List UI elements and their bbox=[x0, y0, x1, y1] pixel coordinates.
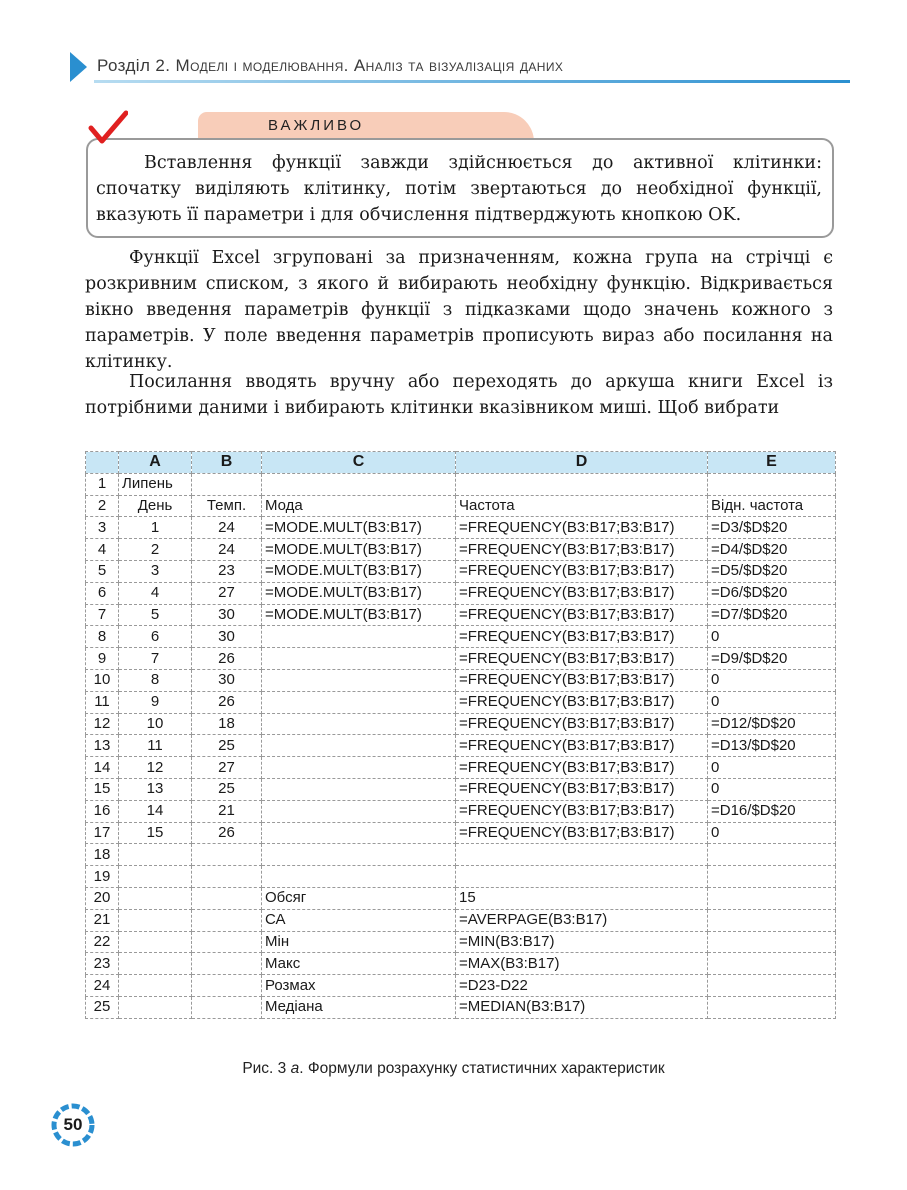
table-row bbox=[86, 648, 836, 670]
table-row bbox=[86, 604, 836, 626]
cell-b4: 24 bbox=[192, 539, 262, 561]
cell-d22: =MIN(B3:B17) bbox=[456, 931, 708, 953]
table-row bbox=[86, 735, 836, 757]
cell-c11 bbox=[262, 691, 456, 713]
cell-e18 bbox=[708, 844, 836, 866]
row-number: 25 bbox=[86, 996, 119, 1018]
cell-d25: =MEDIAN(B3:B17) bbox=[456, 996, 708, 1018]
cell-b11: 26 bbox=[192, 691, 262, 713]
cell-b13: 25 bbox=[192, 735, 262, 757]
cell-a3: 1 bbox=[119, 517, 192, 539]
cell-e13: =D13/$D$20 bbox=[708, 735, 836, 757]
cell-d12: =FREQUENCY(B3:B17;B3:B17) bbox=[456, 713, 708, 735]
table-row bbox=[86, 909, 836, 931]
cell-e3: =D3/$D$20 bbox=[708, 517, 836, 539]
row-number: 22 bbox=[86, 931, 119, 953]
cell-a16: 14 bbox=[119, 800, 192, 822]
cell-d21: =AVERPAGE(B3:B17) bbox=[456, 909, 708, 931]
cell-a1: Липень bbox=[119, 473, 192, 495]
cell-a23 bbox=[119, 953, 192, 975]
cell-d23: =MAX(B3:B17) bbox=[456, 953, 708, 975]
cell-d9: =FREQUENCY(B3:B17;B3:B17) bbox=[456, 648, 708, 670]
cell-d10: =FREQUENCY(B3:B17;B3:B17) bbox=[456, 669, 708, 691]
header-rule bbox=[94, 80, 850, 83]
column-header-e: E bbox=[708, 452, 836, 474]
column-header-d: D bbox=[456, 452, 708, 474]
column-header-a: A bbox=[119, 452, 192, 474]
cell-b1 bbox=[192, 473, 262, 495]
cell-d14: =FREQUENCY(B3:B17;B3:B17) bbox=[456, 757, 708, 779]
row-number: 12 bbox=[86, 713, 119, 735]
cell-c16 bbox=[262, 800, 456, 822]
important-note bbox=[86, 108, 834, 238]
cell-a11: 9 bbox=[119, 691, 192, 713]
row-number: 16 bbox=[86, 800, 119, 822]
body-paragraph-2: Посилання вводять вручну або переходять до аркуша книги Excel із потрібними даними і вибирають клітинки вказівником миші. Щоб вибрати bbox=[85, 372, 833, 418]
cell-a13: 11 bbox=[119, 735, 192, 757]
row-number: 13 bbox=[86, 735, 119, 757]
cell-c4: =MODE.MULT(B3:B17) bbox=[262, 539, 456, 561]
cell-d19 bbox=[456, 866, 708, 888]
header-title: Розділ 2. Моделі і моделювання. Аналіз та візуалізація даних bbox=[97, 56, 564, 75]
row-number: 20 bbox=[86, 887, 119, 909]
table-row bbox=[86, 778, 836, 800]
cell-a25 bbox=[119, 996, 192, 1018]
cell-b18 bbox=[192, 844, 262, 866]
cell-a5: 3 bbox=[119, 560, 192, 582]
cell-e12: =D12/$D$20 bbox=[708, 713, 836, 735]
row-number: 5 bbox=[86, 560, 119, 582]
table-row bbox=[86, 822, 836, 844]
cell-b8: 30 bbox=[192, 626, 262, 648]
row-number: 3 bbox=[86, 517, 119, 539]
table-row bbox=[86, 495, 836, 517]
cell-e24 bbox=[708, 975, 836, 997]
cell-b24 bbox=[192, 975, 262, 997]
cell-a22 bbox=[119, 931, 192, 953]
cell-a18 bbox=[119, 844, 192, 866]
cell-b15: 25 bbox=[192, 778, 262, 800]
cell-e23 bbox=[708, 953, 836, 975]
row-number: 11 bbox=[86, 691, 119, 713]
cell-e2: Відн. частота bbox=[708, 495, 836, 517]
column-header-b: B bbox=[192, 452, 262, 474]
table-row bbox=[86, 975, 836, 997]
cell-d6: =FREQUENCY(B3:B17;B3:B17) bbox=[456, 582, 708, 604]
cell-b22 bbox=[192, 931, 262, 953]
cell-b9: 26 bbox=[192, 648, 262, 670]
cell-b3: 24 bbox=[192, 517, 262, 539]
cell-b10: 30 bbox=[192, 669, 262, 691]
table-row bbox=[86, 757, 836, 779]
cell-c5: =MODE.MULT(B3:B17) bbox=[262, 560, 456, 582]
cell-e9: =D9/$D$20 bbox=[708, 648, 836, 670]
cell-a7: 5 bbox=[119, 604, 192, 626]
cell-d5: =FREQUENCY(B3:B17;B3:B17) bbox=[456, 560, 708, 582]
column-header-c: C bbox=[262, 452, 456, 474]
row-number: 21 bbox=[86, 909, 119, 931]
table-row bbox=[86, 844, 836, 866]
cell-c13 bbox=[262, 735, 456, 757]
cell-c8 bbox=[262, 626, 456, 648]
cell-b19 bbox=[192, 866, 262, 888]
running-header bbox=[70, 48, 850, 88]
cell-d4: =FREQUENCY(B3:B17;B3:B17) bbox=[456, 539, 708, 561]
table-row bbox=[86, 713, 836, 735]
cell-c15 bbox=[262, 778, 456, 800]
cell-b12: 18 bbox=[192, 713, 262, 735]
cell-b6: 27 bbox=[192, 582, 262, 604]
table-row bbox=[86, 626, 836, 648]
cell-b5: 23 bbox=[192, 560, 262, 582]
cell-b17: 26 bbox=[192, 822, 262, 844]
cell-b2: Темп. bbox=[192, 495, 262, 517]
row-number: 19 bbox=[86, 866, 119, 888]
cell-c9 bbox=[262, 648, 456, 670]
cell-b20 bbox=[192, 887, 262, 909]
cell-a10: 8 bbox=[119, 669, 192, 691]
cell-c20: Обсяг bbox=[262, 887, 456, 909]
cell-a12: 10 bbox=[119, 713, 192, 735]
cell-e1 bbox=[708, 473, 836, 495]
cell-c6: =MODE.MULT(B3:B17) bbox=[262, 582, 456, 604]
row-number: 1 bbox=[86, 473, 119, 495]
row-number: 15 bbox=[86, 778, 119, 800]
row-number: 6 bbox=[86, 582, 119, 604]
cell-e17: 0 bbox=[708, 822, 836, 844]
cell-e16: =D16/$D$20 bbox=[708, 800, 836, 822]
cell-d1 bbox=[456, 473, 708, 495]
cell-c10 bbox=[262, 669, 456, 691]
cell-e5: =D5/$D$20 bbox=[708, 560, 836, 582]
row-number: 14 bbox=[86, 757, 119, 779]
cell-a2: День bbox=[119, 495, 192, 517]
table-row bbox=[86, 996, 836, 1018]
row-number: 4 bbox=[86, 539, 119, 561]
row-number: 9 bbox=[86, 648, 119, 670]
corner-cell bbox=[86, 452, 119, 474]
table-row bbox=[86, 953, 836, 975]
body-paragraph-1: Функції Excel згруповані за призначенням, кожна група на стрічці є розкривним списком, з якого й вибирають необхідну функцію. Відкривається вікно введення параметрів функції з підказками щодо значень кожного з параметрів. У поле введення параметрів прописують вираз або посилання на клітинку. bbox=[85, 248, 833, 372]
table-row bbox=[86, 517, 836, 539]
row-number: 8 bbox=[86, 626, 119, 648]
cell-d24: =D23-D22 bbox=[456, 975, 708, 997]
cell-e7: =D7/$D$20 bbox=[708, 604, 836, 626]
row-number: 24 bbox=[86, 975, 119, 997]
cell-d11: =FREQUENCY(B3:B17;B3:B17) bbox=[456, 691, 708, 713]
cell-e14: 0 bbox=[708, 757, 836, 779]
table-row bbox=[86, 539, 836, 561]
cell-a15: 13 bbox=[119, 778, 192, 800]
table-row bbox=[86, 473, 836, 495]
cell-c21: СА bbox=[262, 909, 456, 931]
cell-d13: =FREQUENCY(B3:B17;B3:B17) bbox=[456, 735, 708, 757]
cell-c3: =MODE.MULT(B3:B17) bbox=[262, 517, 456, 539]
cell-d15: =FREQUENCY(B3:B17;B3:B17) bbox=[456, 778, 708, 800]
cell-a21 bbox=[119, 909, 192, 931]
cell-c12 bbox=[262, 713, 456, 735]
cell-a4: 2 bbox=[119, 539, 192, 561]
cell-b25 bbox=[192, 996, 262, 1018]
cell-e25 bbox=[708, 996, 836, 1018]
cell-c22: Мін bbox=[262, 931, 456, 953]
important-box bbox=[86, 138, 834, 238]
important-text: Вставлення функції завжди здійснюється до активної клітинки: спочатку виділяють клітинку, потім звертаються до необхідної функції, вказують її параметри і для обчислення підтверджують кнопкою OK. bbox=[96, 153, 822, 225]
table-row bbox=[86, 800, 836, 822]
cell-e21 bbox=[708, 909, 836, 931]
cell-a24 bbox=[119, 975, 192, 997]
cell-a20 bbox=[119, 887, 192, 909]
cell-c17 bbox=[262, 822, 456, 844]
cell-a9: 7 bbox=[119, 648, 192, 670]
cell-c25: Медіана bbox=[262, 996, 456, 1018]
cell-c14 bbox=[262, 757, 456, 779]
cell-c24: Розмах bbox=[262, 975, 456, 997]
important-label: ВАЖЛИВО bbox=[268, 117, 365, 134]
cell-c1 bbox=[262, 473, 456, 495]
cell-c18 bbox=[262, 844, 456, 866]
cell-b23 bbox=[192, 953, 262, 975]
cell-e6: =D6/$D$20 bbox=[708, 582, 836, 604]
cell-c19 bbox=[262, 866, 456, 888]
cell-d18 bbox=[456, 844, 708, 866]
cell-e15: 0 bbox=[708, 778, 836, 800]
cell-d8: =FREQUENCY(B3:B17;B3:B17) bbox=[456, 626, 708, 648]
cell-d3: =FREQUENCY(B3:B17;B3:B17) bbox=[456, 517, 708, 539]
cell-a17: 15 bbox=[119, 822, 192, 844]
checkmark-icon bbox=[88, 108, 128, 148]
cell-b7: 30 bbox=[192, 604, 262, 626]
table-row bbox=[86, 582, 836, 604]
page-number: 50 bbox=[63, 1115, 83, 1134]
cell-e10: 0 bbox=[708, 669, 836, 691]
table-row bbox=[86, 560, 836, 582]
cell-e19 bbox=[708, 866, 836, 888]
cell-c23: Макс bbox=[262, 953, 456, 975]
cell-a14: 12 bbox=[119, 757, 192, 779]
row-number: 2 bbox=[86, 495, 119, 517]
page-number-badge bbox=[50, 1102, 96, 1148]
cell-b14: 27 bbox=[192, 757, 262, 779]
cell-e22 bbox=[708, 931, 836, 953]
cell-d7: =FREQUENCY(B3:B17;B3:B17) bbox=[456, 604, 708, 626]
row-number: 10 bbox=[86, 669, 119, 691]
cell-a6: 4 bbox=[119, 582, 192, 604]
cell-b21 bbox=[192, 909, 262, 931]
cell-a19 bbox=[119, 866, 192, 888]
cell-c7: =MODE.MULT(B3:B17) bbox=[262, 604, 456, 626]
cell-b16: 21 bbox=[192, 800, 262, 822]
table-row bbox=[86, 866, 836, 888]
cell-e11: 0 bbox=[708, 691, 836, 713]
row-number: 18 bbox=[86, 844, 119, 866]
row-number: 23 bbox=[86, 953, 119, 975]
cell-d20: 15 bbox=[456, 887, 708, 909]
table-row bbox=[86, 931, 836, 953]
table-row bbox=[86, 691, 836, 713]
cell-a8: 6 bbox=[119, 626, 192, 648]
cell-e8: 0 bbox=[708, 626, 836, 648]
column-header-row bbox=[86, 452, 836, 474]
row-number: 7 bbox=[86, 604, 119, 626]
cell-d16: =FREQUENCY(B3:B17;B3:B17) bbox=[456, 800, 708, 822]
table-row bbox=[86, 669, 836, 691]
figure-caption: Рис. 3 а. Формули розрахунку статистичних характеристик bbox=[242, 1060, 665, 1077]
cell-e20 bbox=[708, 887, 836, 909]
row-number: 17 bbox=[86, 822, 119, 844]
spreadsheet-table bbox=[85, 451, 836, 1019]
cell-d17: =FREQUENCY(B3:B17;B3:B17) bbox=[456, 822, 708, 844]
triangle-marker-icon bbox=[70, 52, 87, 82]
cell-d2: Частота bbox=[456, 495, 708, 517]
table-row bbox=[86, 887, 836, 909]
cell-c2: Мода bbox=[262, 495, 456, 517]
cell-e4: =D4/$D$20 bbox=[708, 539, 836, 561]
